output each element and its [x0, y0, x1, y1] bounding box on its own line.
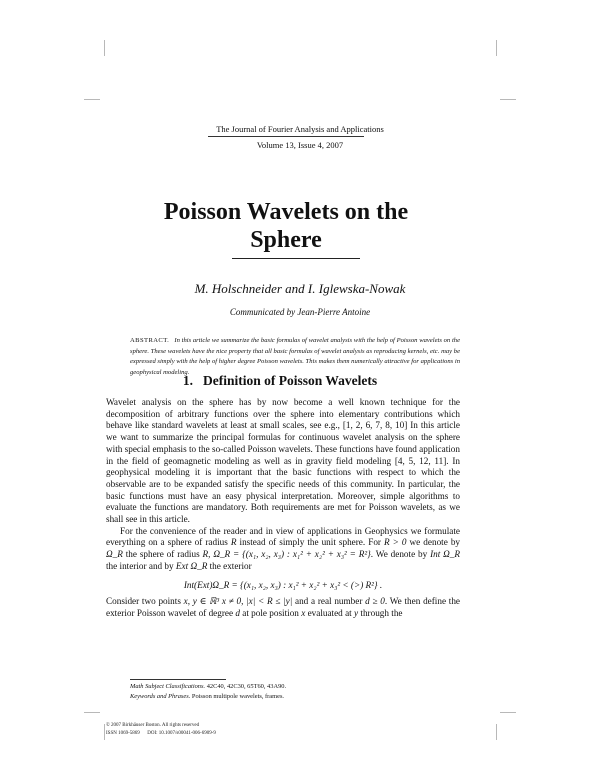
- math-inline: Ω_R: [106, 549, 123, 560]
- text-span: . We then define the exterior Poisson wavelet of degree: [106, 596, 460, 618]
- copyright-line: © 2007 Birkhäuser Boston. All rights reserved: [106, 723, 200, 728]
- crop-mark: [104, 724, 105, 740]
- msc-label: Math Subject Classifications.: [130, 683, 206, 690]
- text-span: through the: [358, 607, 403, 618]
- math-inline: d ≥ 0: [365, 596, 385, 607]
- crop-mark: [84, 712, 100, 713]
- math-inline: R,: [202, 549, 211, 560]
- section-number: 1.: [182, 373, 193, 388]
- math-inline: R: [230, 537, 237, 548]
- section-heading: [0, 373, 560, 389]
- math-inline: Ω_R = {(x₁, x₂, x₃) : x₁² + x₂² + x₃² = R²}: [213, 549, 371, 560]
- title-line-2: Sphere: [250, 227, 322, 253]
- text-span: the sphere of radius: [122, 549, 203, 560]
- keywords-footnote: [130, 692, 460, 702]
- text-span: and a real number: [292, 596, 366, 607]
- text-span: the exterior: [207, 560, 252, 571]
- math-inline: R > 0: [384, 537, 407, 548]
- paragraph-2: [106, 526, 460, 573]
- issn-doi-line: ISSN 1069-5869 DOI: 10.1007/s00041-006-6909-9: [106, 730, 216, 736]
- math-inline: Int Ω_R: [430, 549, 461, 560]
- math-inline: x, y ∈ ℝ³ x ≠ 0, |x| < R ≤ |y|: [183, 596, 293, 607]
- keywords-value: Poisson multipole wavelets, frames.: [191, 693, 285, 700]
- text-span: at pole position: [239, 607, 302, 618]
- equation: Int(Ext)Ω_R = {(x₁, x₂, x₃) : x₁² + x₂² + x₃² < (>) R²} .: [183, 579, 383, 590]
- body-text: [106, 397, 460, 620]
- msc-value: 42C40, 42C30, 65T60, 43A90.: [206, 683, 287, 690]
- crop-mark: [104, 40, 105, 56]
- crop-mark: [84, 99, 100, 100]
- math-inline: Ext Ω_R: [175, 560, 208, 571]
- crop-mark: [496, 40, 497, 56]
- text-span: . We denote by: [370, 549, 431, 560]
- section-title: Definition of Poisson Wavelets: [202, 373, 378, 388]
- text-span: we denote by: [406, 537, 461, 548]
- footnote-rule: [130, 679, 226, 680]
- journal-issue: Volume 13, Issue 4, 2007: [256, 140, 344, 150]
- text-span: instead of simply the unit sphere. For: [236, 537, 385, 548]
- authors: M. Holschneider and I. Iglewska-Nowak: [194, 281, 406, 296]
- abstract-text: In this article we summarize the basic formulas of wavelet analysis with the help of Poisson wavelets on the sphere. These wavelets have the nice property that all basic formulas of wavelet analysis as reproducing kernels, etc. may be expressed simply with the help of higher degree Poisson wavelets. This makes them numerically attractive for applications in geophysical modeling.: [130, 337, 460, 376]
- footnotes: [130, 682, 460, 702]
- communicated-by: Communicated by Jean-Pierre Antoine: [229, 307, 371, 317]
- paper-title: [0, 198, 572, 254]
- journal-rule: [208, 136, 364, 137]
- paragraph-1: Wavelet analysis on the sphere has by now become a well known technique for the decomposition of arbitrary functions over the sphere into elementary contributions which behave like standard wavelets at least at small scales, see e.g., [1, 2, 6, 7, 8, 10] In this article we want to summarize the principal formulas for continuous wavelet analysis on the sphere with special emphasis to the so-called Poisson wavelets. These functions have found application in the field of geomagnetic modeling as well as in gravity field modeling [4, 5, 12, 11]. In geophysical modeling it is important that the basic functions with respect to which the observable are to be expanded satisfy the specific needs of this community. In particular, the basic functions must have an easy physical interpretation. Moreover, simple algorithms to evaluate the functions are mandatory. Both requirements are met for Poisson wavelets, as we shall see in this article.: [106, 397, 460, 525]
- paragraph-3: [106, 596, 460, 619]
- msc-footnote: [130, 682, 460, 692]
- text-span: evaluated at: [305, 607, 355, 618]
- abstract: [130, 336, 460, 378]
- text-span: the interior and by: [106, 560, 176, 571]
- title-line-1: Poisson Wavelets on the: [163, 199, 409, 225]
- math-inline: y: [354, 607, 359, 618]
- text-span: Consider two points: [106, 596, 184, 607]
- abstract-label: ABSTRACT.: [130, 337, 170, 344]
- math-inline: d: [235, 607, 240, 618]
- crop-mark: [496, 724, 497, 740]
- journal-name: The Journal of Fourier Analysis and Applications: [216, 124, 384, 134]
- crop-mark: [500, 712, 516, 713]
- title-rule: [232, 258, 360, 259]
- text-span: For the convenience of the reader and in view of applications in Geophysics we formulate everything on a sphere of radius: [106, 525, 460, 548]
- copyright: [106, 722, 466, 737]
- math-inline: x: [301, 607, 306, 618]
- crop-mark: [500, 99, 516, 100]
- keywords-label: Keywords and Phrases.: [130, 693, 191, 700]
